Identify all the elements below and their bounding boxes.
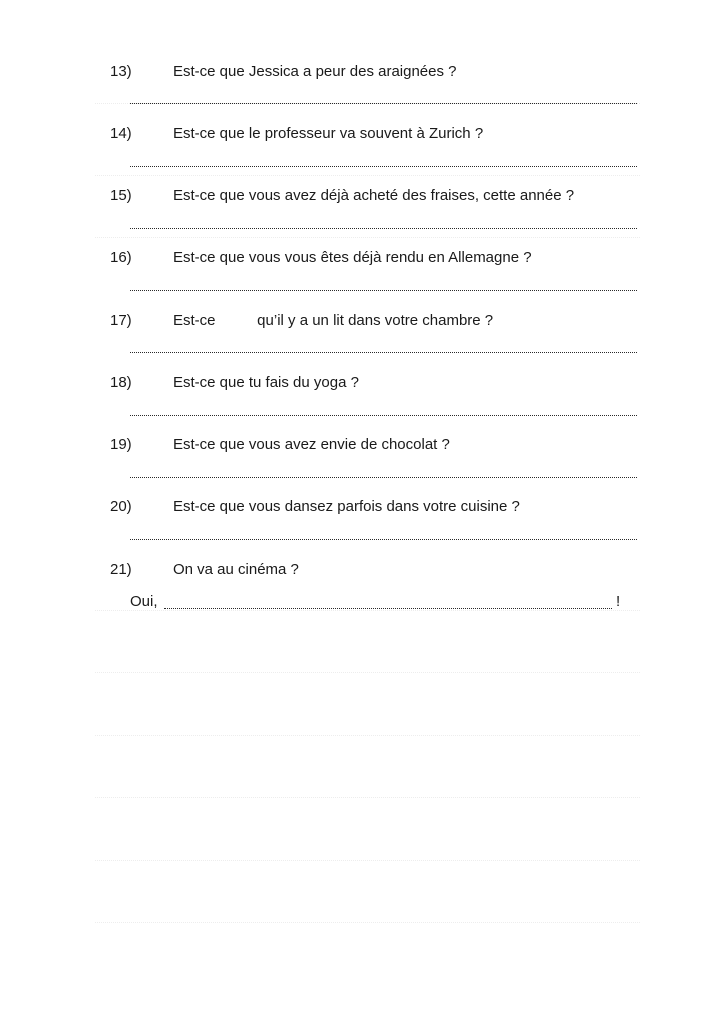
answer-line-21[interactable] xyxy=(164,592,612,609)
answer-line-18[interactable] xyxy=(130,415,637,416)
bleed-through-line xyxy=(95,175,640,176)
answer-line-16[interactable] xyxy=(130,290,637,291)
question-number: 13) xyxy=(110,63,132,80)
question-text: On va au cinéma ? xyxy=(173,561,299,578)
bleed-through-line xyxy=(95,237,640,238)
question-13 xyxy=(0,62,724,86)
answer-line-19[interactable] xyxy=(130,477,637,478)
answer-row-21 xyxy=(0,592,724,614)
question-text: Est-ce que Jessica a peur des araignées ? xyxy=(173,63,457,80)
question-number: 19) xyxy=(110,436,132,453)
answer-line-17[interactable] xyxy=(130,352,637,353)
question-number: 16) xyxy=(110,249,132,266)
answer-line-15[interactable] xyxy=(130,228,637,229)
question-text: Est-ce que vous dansez parfois dans votre cuisine ? xyxy=(173,498,520,515)
question-text: Est-ce que vous avez envie de chocolat ? xyxy=(173,436,450,453)
question-text: Est-ce que le professeur va souvent à Zurich ? xyxy=(173,125,484,142)
question-number: 15) xyxy=(110,187,132,204)
answer-line-13[interactable] xyxy=(130,103,637,104)
bleed-through-line xyxy=(95,860,640,861)
answer-line-20[interactable] xyxy=(130,539,637,540)
question-15 xyxy=(0,186,724,210)
question-number: 18) xyxy=(110,374,132,391)
answer-prefix: Oui, xyxy=(130,593,158,610)
question-number: 21) xyxy=(110,561,132,578)
question-14 xyxy=(0,124,724,148)
question-16 xyxy=(0,248,724,272)
question-text: Est-ce qu’il y a un lit dans votre chambre ? xyxy=(173,312,494,329)
question-18 xyxy=(0,373,724,397)
bleed-through-line xyxy=(95,735,640,736)
question-number: 14) xyxy=(110,125,132,142)
question-20 xyxy=(0,497,724,521)
answer-line-14[interactable] xyxy=(130,166,637,167)
question-text: Est-ce que tu fais du yoga ? xyxy=(173,374,359,391)
question-text: Est-ce que vous avez déjà acheté des fraises, cette année ? xyxy=(173,187,575,204)
answer-suffix: ! xyxy=(616,593,621,610)
question-number: 17) xyxy=(110,312,132,329)
bleed-through-line xyxy=(95,797,640,798)
question-text: Est-ce que vous vous êtes déjà rendu en Allemagne ? xyxy=(173,249,532,266)
question-21 xyxy=(0,560,724,584)
question-number: 20) xyxy=(110,498,132,515)
question-17 xyxy=(0,311,724,335)
bleed-through-line xyxy=(95,672,640,673)
bleed-through-line xyxy=(95,922,640,923)
question-19 xyxy=(0,435,724,459)
